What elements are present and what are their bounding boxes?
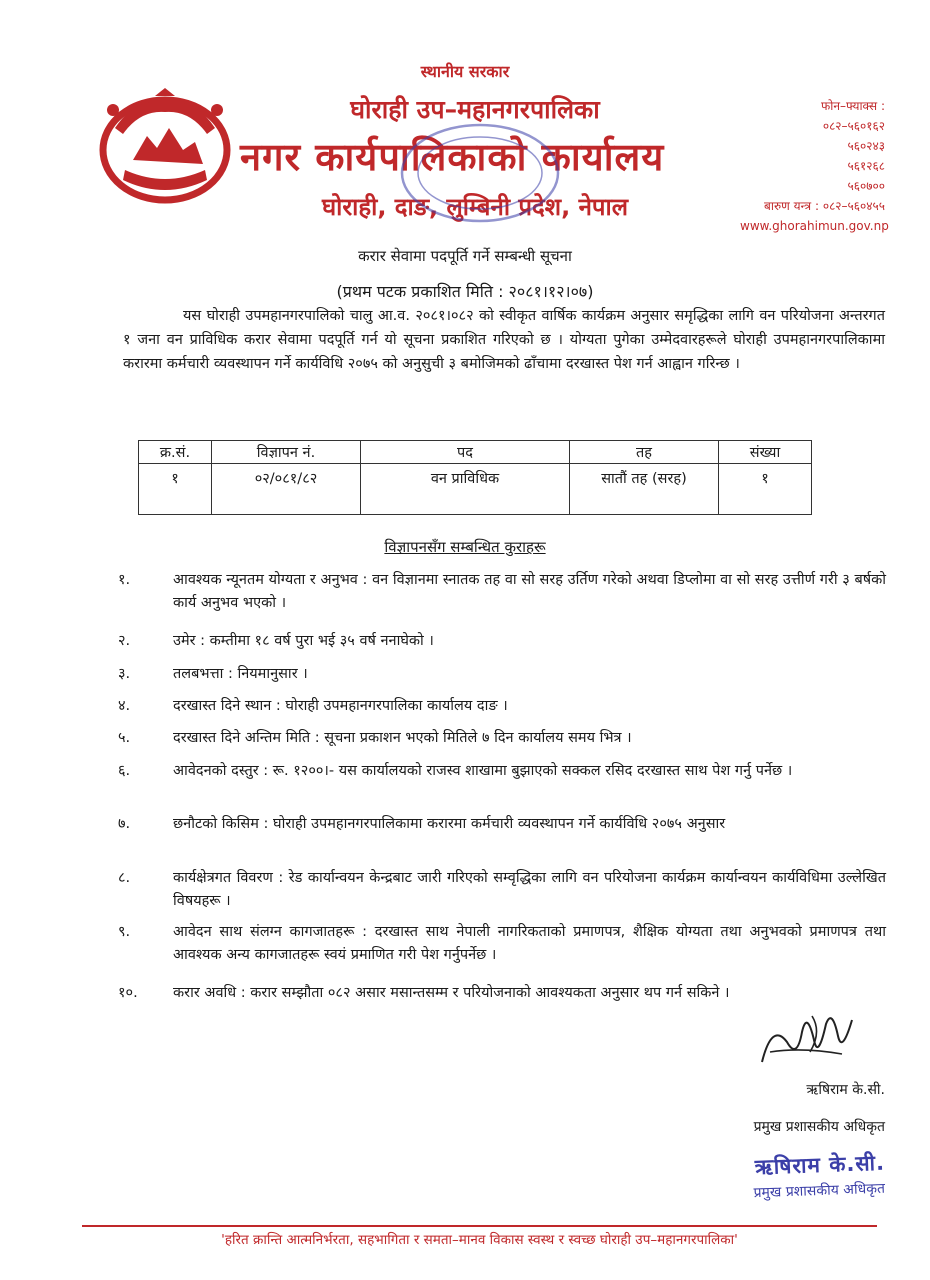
contact-block <box>740 96 889 236</box>
table-cell: सातौं तह (सरह) <box>570 464 719 515</box>
list-item-number: १. <box>118 572 131 588</box>
notice-title: करार सेवामा पदपूर्ति गर्ने सम्बन्धी सूचना <box>358 247 572 265</box>
list-item-number: ८. <box>118 870 131 886</box>
list-item-text: उमेर : कम्तीमा १८ वर्ष पुरा भई ३५ वर्ष ननाघेको । <box>173 633 434 649</box>
table-cell: वन प्राविधिक <box>361 464 570 515</box>
list-item-text: दरखास्त दिने स्थान : घोराही उपमहानगरपालिका कार्यालय दाङ । <box>173 698 508 714</box>
publish-date: (प्रथम पटक प्रकाशित मिति : २०८१।१२।०७) <box>336 282 594 301</box>
handwritten-signature-icon <box>752 1002 862 1080</box>
phone-number: ५६१२६८ <box>847 159 885 173</box>
office-seal-stamp-icon <box>395 118 565 228</box>
list-item-text: दरखास्त दिने अन्तिम मिति : सूचना प्रकाशन भएको मितिले ७ दिन कार्यालय समय भित्र । <box>173 730 632 746</box>
list-item-text: आवश्यक न्यूनतम योग्यता र अनुभव : वन विज्ञानमा स्नातक तह वा सो सरह उर्तिण गरेको अथवा डिप्लोमा वा सो सरह उत्तीर्ण गरी ३ बर्षको कार्य अनुभव भएको । <box>173 572 886 611</box>
list-item-text: तलबभत्ता : नियमानुसार । <box>173 666 308 682</box>
list-item <box>118 760 886 783</box>
list-item <box>118 867 886 913</box>
name-stamp: ऋषिराम के.सी. <box>754 1150 886 1180</box>
list-item <box>118 813 886 836</box>
list-item <box>118 695 886 718</box>
signatory-name: ऋषिराम के.सी. <box>806 1082 885 1098</box>
table-cell: १ <box>139 464 212 515</box>
list-item <box>118 921 886 967</box>
phone-fax-label: फोन–फ्याक्स : <box>821 99 885 113</box>
list-item <box>118 569 886 615</box>
website-link[interactable]: www.ghorahimun.gov.np <box>740 219 889 233</box>
nepal-emblem-icon <box>95 88 235 206</box>
office-name: नगर कार्यपालिकाको कार्यालय <box>240 135 665 179</box>
list-item-number: ३. <box>118 666 131 682</box>
list-item <box>118 630 886 653</box>
signatory-title: प्रमुख प्रशासकीय अधिकृत <box>753 1119 885 1135</box>
government-level: स्थानीय सरकार <box>420 62 510 81</box>
municipality-name: घोराही उप–महानगरपालिका <box>350 95 600 124</box>
list-item-text: आवेदन साथ संलग्न कागजातहरू : दरखास्त साथ नेपाली नागरिकताको प्रमाणपत्र, शैक्षिक योग्यता तथा अनुभवको प्रमाणपत्र तथा आवश्यक अन्य कागजातहरू स्वयं प्रमाणित गरी पेश गर्नुपर्नेछ । <box>173 924 886 963</box>
column-header: संख्या <box>719 441 812 464</box>
list-item-number: ४. <box>118 698 131 714</box>
vacancy-table <box>138 440 812 515</box>
column-header: पद <box>361 441 570 464</box>
list-item-number: २. <box>118 633 131 649</box>
table-cell: ०२/०८१/८२ <box>212 464 361 515</box>
list-item-text: कार्यक्षेत्रगत विवरण : रेड कार्यान्वयन केन्द्रबाट जारी गरिएको सम्वृद्धिका लागि वन परियोजना कार्यक्रम कार्यान्वयन कार्यविधिमा उल्लेखित विषयहरू । <box>173 870 886 909</box>
phone-number: ५६०७०० <box>847 179 885 193</box>
footer-slogan: 'हरित क्रान्ति आत्मनिर्भरता, सहभागिता र समता–मानव विकास स्वस्थ र स्वच्छ घोराही उप–महानगरपालिका' <box>221 1232 738 1248</box>
table-cell: १ <box>719 464 812 515</box>
list-item-text: करार अवधि : करार सम्झौता ०८२ असार मसान्तसम्म र परियोजनाको आवश्यकता अनुसार थप गर्न सकिने । <box>173 985 730 1001</box>
list-item-number: १०. <box>118 985 138 1001</box>
list-item-text: छनौटको किसिम : घोराही उपमहानगरपालिकामा करारमा कर्मचारी व्यवस्थापन गर्ने कार्यविधि २०७५ अनुसार <box>173 816 726 832</box>
barun-number: बारुण यन्त्र : ०८२–५६०४५५ <box>764 199 885 213</box>
table-row <box>139 464 812 515</box>
phone-number: ५६०२४३ <box>847 139 885 153</box>
list-item-number: ६. <box>118 763 131 779</box>
list-item-text: आवेदनको दस्तुर : रू. १२००।- यस कार्यालयको राजस्व शाखामा बुझाएको सक्कल रसिद दरखास्त साथ पेश गर्नु पर्नेछ । <box>173 763 793 779</box>
points-heading: विज्ञापनसँग सम्बन्धित कुराहरू <box>384 538 546 556</box>
list-item-number: ५. <box>118 730 131 746</box>
notice-intro: यस घोराही उपमहानगरपालिको चालु आ.व. २०८१।०८२ को स्वीकृत वार्षिक कार्यक्रम अनुसार समृद्धिका लागि वन परियोजना अन्तरगत १ जना वन प्राविधिक करार सेवामा पदपूर्ति गर्न यो सूचना प्रकाशित गरिएको छ । योग्यता पुगेका उम्मेदवारहरूले घोराही उपमहानगरपालिकामा करारमा कर्मचारी व्यवस्थापन गर्ने कार्यविधि २०७५ को अनुसुची ३ बमोजिमको ढाँचामा दरखास्त पेश गर्न आह्वान गरिन्छ । <box>123 308 885 372</box>
list-item-number: ७. <box>118 816 131 832</box>
column-header: विज्ञापन नं. <box>212 441 361 464</box>
phone-number: ०८२–५६०१६२ <box>822 119 885 133</box>
column-header: क्र.सं. <box>139 441 212 464</box>
list-item <box>118 663 886 686</box>
office-address: घोराही, दाङ, लुम्बिनी प्रदेश, नेपाल <box>321 193 629 221</box>
footer-divider <box>82 1225 877 1227</box>
title-stamp: प्रमुख प्रशासकीय अधिकृत <box>753 1180 886 1202</box>
list-item-number: ९. <box>118 924 131 940</box>
table-header-row <box>139 441 812 464</box>
list-item <box>118 727 886 750</box>
column-header: तह <box>570 441 719 464</box>
